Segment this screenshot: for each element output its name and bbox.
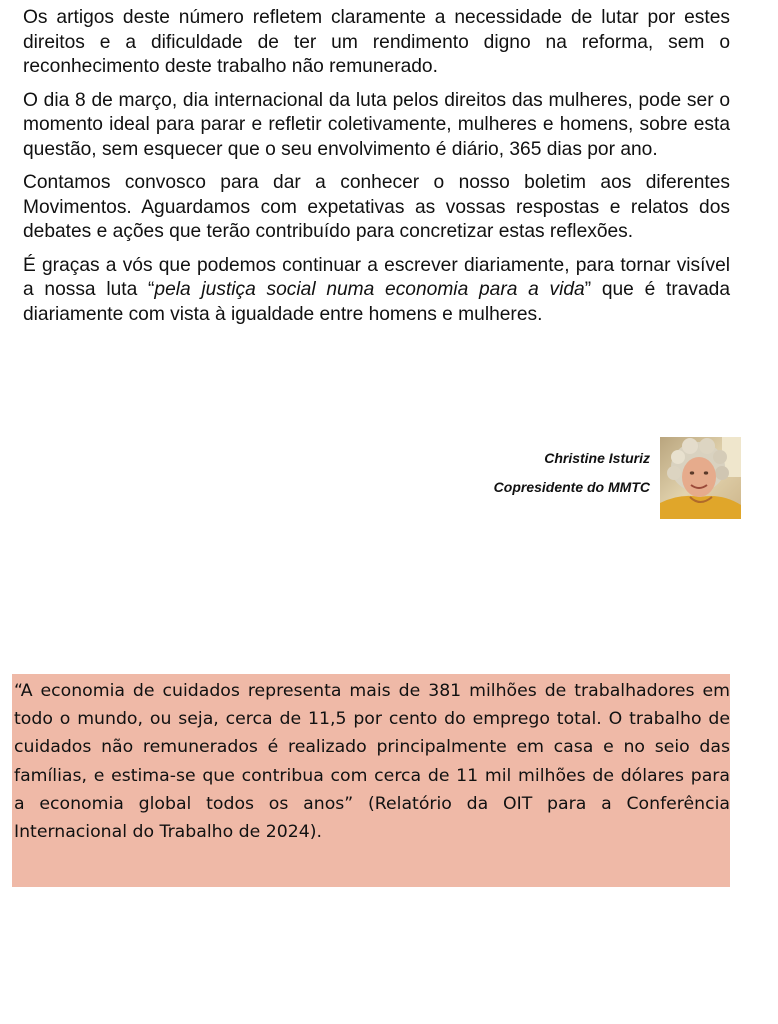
quote-text: “A economia de cuidados representa mais de 381 milhões de trabalhadores em todo o mundo, ou seja, cerca de 11,5 por cento do emprego total. O trabalho de cuidados não remunerados é realizado principalmente em casa e no seio das famílias, e estima-se que contribua com cerca de 11 mil milhões de dólares para a economia global todos os anos” (Relatório da OIT para a Conferência Internacional do Trabalho de 2024).: [14, 681, 730, 843]
article-body: [23, 6, 730, 336]
closing-text-start: É graças a vós que podemos continuar a escrever diariamente, para tornar visível a nossa luta “: [23, 254, 730, 300]
closing-text-end: ” que é travada diariamente com vista à igualdade entre homens e mulheres.: [23, 279, 730, 325]
article-paragraph: Os artigos deste número refletem claramente a necessidade de lutar por estes direitos e a dificuldade de ter um rendimento digno na reforma, sem o reconhecimento deste trabalho não remunerado.: [23, 7, 730, 77]
author-photo: [660, 437, 741, 519]
article-closing-paragraph: [23, 254, 730, 328]
author-portrait-image: [660, 437, 741, 519]
article-paragraph: O dia 8 de março, dia internacional da luta pelos direitos das mulheres, pode ser o momento ideal para parar e refletir coletivamente, mulheres e homens, sobre esta questão, sem esquecer que o seu envolvimento é diário, 365 dias por ano.: [23, 89, 730, 160]
signature-role: Copresidente do MMTC: [493, 479, 650, 495]
quote-callout-box: [12, 674, 730, 887]
article-paragraph: Contamos convosco para dar a conhecer o nosso boletim aos diferentes Movimentos. Aguardamos com expetativas as vossas respostas e relatos dos debates e ações que terão contribuído para concretizar estas reflexões.: [23, 172, 730, 242]
signature-name: Christine Isturiz: [544, 450, 650, 466]
signature-block: [494, 444, 650, 502]
closing-slogan: pela justiça social numa economia para a vida: [154, 279, 585, 300]
